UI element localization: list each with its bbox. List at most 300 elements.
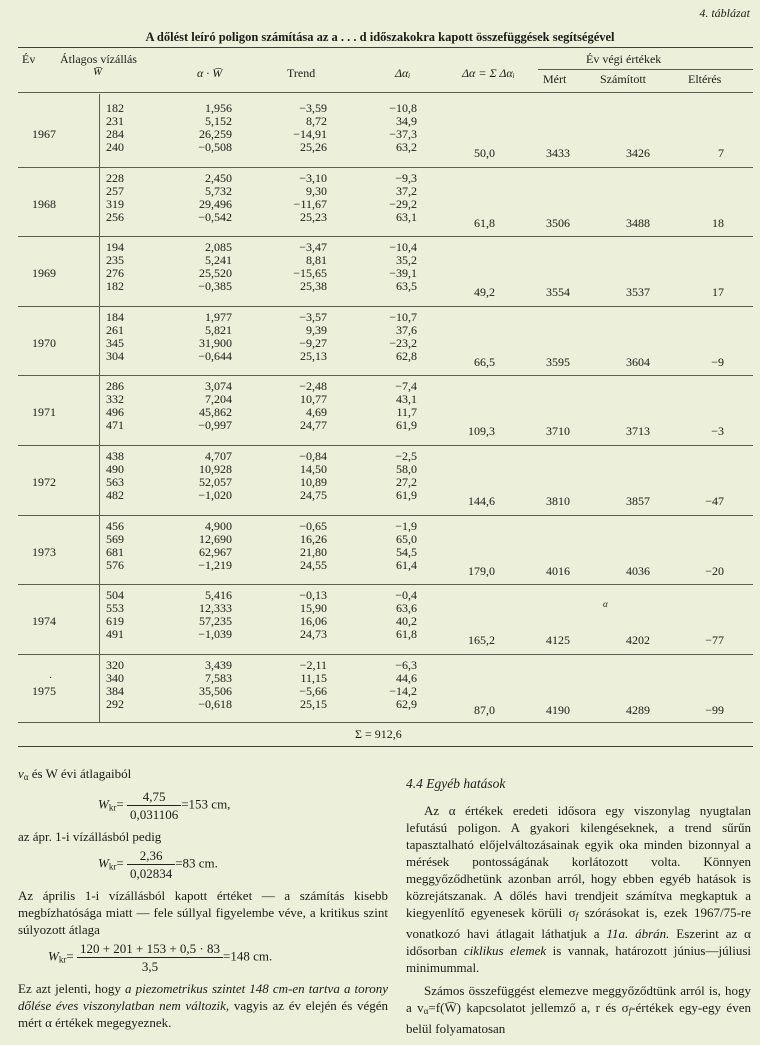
cell-dai: 43,1: [396, 392, 417, 407]
right-p1-d: is vannak, határozott június—júliusi minimummal.: [406, 943, 751, 975]
cell-dai: −23,2: [389, 335, 417, 350]
cell-dai: 61,9: [396, 418, 417, 433]
cell-w: 194: [106, 240, 124, 255]
right-p2-sub: α: [423, 1006, 429, 1016]
cell-trend: −0,13: [299, 588, 327, 603]
formula2-numerator: 2,36: [127, 847, 175, 865]
cell-aw: 26,259: [199, 127, 232, 141]
cell-aw: 2,450: [205, 170, 232, 185]
header-alpha-w: α · W̅: [197, 66, 223, 80]
cell-dai: 61,4: [396, 557, 417, 572]
formula-wkr-annual: [18, 788, 388, 824]
section-title-egyeb-hatasok: 4.4 Egyéb hatások: [406, 776, 506, 791]
cell-trend: −3,59: [299, 101, 327, 115]
year-label: 1973: [32, 544, 56, 559]
difference-value: 18: [712, 215, 724, 230]
measured-value: 3433: [546, 146, 570, 160]
measured-value: 3506: [546, 215, 570, 230]
delta-alpha-sum: Σ = 912,6: [355, 727, 402, 741]
formula3-lhs: W: [48, 948, 59, 964]
cell-dai: −10,7: [389, 309, 417, 324]
cell-w: 231: [106, 114, 124, 128]
cell-w: 184: [106, 309, 124, 324]
column-w: [54, 589, 124, 641]
column-dai: [347, 172, 417, 224]
cell-w: 182: [106, 279, 124, 294]
calculated-value: 3604: [626, 354, 650, 369]
right-p2-sub2: f: [628, 1006, 632, 1016]
header-delta-alpha-sum: Δα = Σ Δαᵢ: [462, 66, 515, 80]
cell-trend: 24,75: [300, 488, 327, 502]
right-p1-b: szórásokat is, ezek 1967/75-re vonatkozó havi átlagait láthatjuk a: [406, 905, 752, 941]
cell-aw: 7,583: [205, 670, 232, 685]
delta-alpha-value: 50,0: [474, 146, 495, 160]
column-trend: [257, 241, 327, 293]
year-group: [0, 380, 760, 450]
cell-trend: −11,67: [293, 196, 327, 211]
formula-wkr-weighted: [18, 940, 388, 976]
cell-trend: −14,91: [293, 127, 327, 141]
formula3-numerator: 120 + 201 + 153 + 0,5 · 83: [77, 940, 223, 958]
cell-dai: −39,1: [389, 266, 417, 281]
difference-value: −9: [711, 354, 724, 369]
cell-aw: 1,977: [205, 309, 232, 324]
formula1-denominator: 0,031106: [129, 807, 179, 822]
formula1-eq: =: [116, 796, 124, 812]
column-aw: [162, 311, 232, 363]
cell-aw: −0,618: [198, 696, 232, 711]
cell-w: 340: [106, 670, 124, 685]
difference-value: 17: [712, 285, 724, 300]
left-april-line: az ápr. 1-i vízállásból pedig: [18, 829, 162, 844]
v-subscript: α: [23, 772, 29, 782]
right-p1-figure-ref: 11a. ábrán.: [606, 926, 670, 941]
right-p1-a: Az α értékek eredeti idősora egy viszonylag nyugtalan lefutású poligon. A gyakori kilengéseknek, a trend sűrűn tapasztalható előjelváltozásainak egyik oka minden bizonnyal a mérések pontosságának korlátozott volta. Könnyen meggyőződhetünk azonban arról, hogy ebben egyéb hatások is közrejátszanak. A dőlés havi trendjeit számítva megkaptuk a kiegyenlítő egyenesek körüli σ: [406, 803, 751, 920]
cell-aw: 12,333: [199, 601, 232, 616]
left-conclusion-paragraph: [18, 980, 388, 1031]
cell-aw: 5,152: [205, 114, 232, 128]
difference-value: −77: [705, 633, 724, 648]
year-separator-rule: [18, 306, 753, 307]
calculated-value: 3488: [626, 215, 650, 230]
formula2-eq: =: [116, 855, 124, 871]
left-weighted-paragraph: Az április 1-i vízállásból kapott értéket — a számítás kisebb megbízhatósága miatt — fele súllyal figyelembe véve, a kritikus szint súlyozott átlaga: [18, 888, 388, 937]
header-atlagos-vizallas: Átlagos vízállás: [60, 52, 137, 66]
year-group: [0, 520, 760, 590]
cell-trend: 16,26: [300, 531, 327, 546]
cell-w: 569: [106, 531, 124, 546]
stray-alpha-mark: α: [603, 599, 608, 609]
column-aw: [162, 450, 232, 502]
delta-alpha-value: 109,3: [468, 424, 495, 439]
delta-alpha-value: 61,8: [474, 215, 495, 230]
calculated-value: 4036: [626, 563, 650, 578]
year-label: 1969: [32, 266, 56, 281]
column-aw: [162, 241, 232, 293]
cell-dai: 34,9: [396, 114, 417, 128]
cell-dai: 40,2: [396, 614, 417, 629]
column-trend: [257, 102, 327, 154]
cell-w: 256: [106, 209, 124, 224]
cell-trend: −3,10: [299, 170, 327, 185]
cell-aw: 2,085: [205, 240, 232, 255]
measured-value: 3810: [546, 494, 570, 508]
year-group: [0, 241, 760, 311]
cell-w: 438: [106, 449, 124, 463]
measured-value: 3554: [546, 285, 570, 300]
cell-w: 482: [106, 488, 124, 502]
cell-aw: 4,900: [205, 518, 232, 533]
cell-dai: 37,6: [396, 322, 417, 337]
cell-dai: 35,2: [396, 253, 417, 268]
cell-w: 228: [106, 170, 124, 185]
column-w: [54, 311, 124, 363]
cell-aw: 1,956: [205, 101, 232, 115]
cell-trend: 25,23: [300, 209, 327, 224]
year-group: [0, 450, 760, 520]
cell-trend: 16,06: [300, 614, 327, 629]
cell-w: 553: [106, 601, 124, 616]
cell-dai: 27,2: [396, 475, 417, 489]
right-p2-b: =f(W̅) kapcsolatot jellemző a, r és σ: [428, 1000, 629, 1015]
cell-w: 320: [106, 657, 124, 672]
header-mert: Mért: [543, 72, 567, 86]
measured-value: 4125: [546, 633, 570, 648]
cell-w: 261: [106, 322, 124, 337]
column-dai: [347, 241, 417, 293]
cell-trend: 25,15: [300, 696, 327, 711]
cell-trend: −3,47: [299, 240, 327, 255]
conclusion-part-b: vagyis az év elején és végén mért α értékek megegyeznek.: [18, 998, 388, 1030]
right-p1-cyclic: ciklikus elemek: [463, 943, 547, 958]
year-separator-rule: [18, 515, 753, 516]
column-trend: [257, 450, 327, 502]
cell-aw: 52,057: [199, 475, 232, 489]
formula3-denominator: 3,5: [141, 959, 159, 974]
year-separator-rule: [18, 167, 753, 168]
column-aw: [162, 380, 232, 432]
column-dai: [347, 520, 417, 572]
cell-dai: −2,5: [395, 449, 417, 463]
year-separator-rule: [18, 584, 753, 585]
column-trend: [257, 659, 327, 711]
column-trend: [257, 520, 327, 572]
cell-w: 276: [106, 266, 124, 281]
difference-value: −47: [705, 494, 724, 508]
cell-dai: 58,0: [396, 462, 417, 476]
cell-dai: 11,7: [396, 405, 417, 420]
calculated-value: 3426: [626, 146, 650, 160]
cell-trend: 9,30: [306, 183, 327, 198]
cell-aw: 31,900: [199, 335, 232, 350]
formula2-denominator: 0,02834: [129, 866, 173, 881]
formula1-lhs: W: [98, 796, 109, 812]
formula1-fraction: [127, 788, 181, 823]
cell-aw: 29,496: [199, 196, 232, 211]
cell-trend: 4,69: [306, 405, 327, 420]
table-top-rule: [18, 47, 753, 48]
cell-w: 345: [106, 335, 124, 350]
cell-w: 456: [106, 518, 124, 533]
cell-aw: 62,967: [199, 544, 232, 559]
table-title: A dőlést leíró poligon számítása az a . . . d időszakokra kapott összefüggések segítségével: [145, 30, 615, 44]
header-elteres: Eltérés: [688, 72, 722, 86]
delta-alpha-value: 179,0: [468, 563, 495, 578]
cell-aw: 7,204: [205, 392, 232, 407]
cell-aw: 5,732: [205, 183, 232, 198]
header-szamitott: Számított: [600, 72, 646, 86]
header-ev: Év: [22, 52, 36, 66]
cell-trend: 24,77: [300, 418, 327, 433]
measured-value: 3595: [546, 354, 570, 369]
cell-w: 563: [106, 475, 124, 489]
cell-trend: 10,89: [300, 475, 327, 489]
year-label: 1972: [32, 475, 56, 489]
column-dai: [347, 450, 417, 502]
cell-trend: −3,57: [299, 309, 327, 324]
cell-aw: 3,439: [205, 657, 232, 672]
cell-dai: 63,1: [396, 209, 417, 224]
cell-w: 257: [106, 183, 124, 198]
cell-dai: 65,0: [396, 531, 417, 546]
header-atlagos-symbol: W̅: [93, 66, 103, 78]
formula3-result: =148 cm.: [223, 948, 273, 964]
column-w: [54, 520, 124, 572]
column-aw: [162, 172, 232, 224]
cell-aw: −0,508: [198, 140, 232, 154]
column-dai: [347, 659, 417, 711]
year-separator-rule: [18, 445, 753, 446]
cell-aw: 10,928: [199, 462, 232, 476]
cell-aw: −1,039: [198, 627, 232, 642]
header-delta-alpha-i: Δαᵢ: [395, 66, 411, 80]
cell-w: 491: [106, 627, 124, 642]
cell-w: 292: [106, 696, 124, 711]
cell-w: 619: [106, 614, 124, 629]
cell-aw: −1,020: [198, 488, 232, 502]
cell-dai: −9,3: [395, 170, 417, 185]
cell-w: 304: [106, 348, 124, 363]
right-text-column: [406, 775, 751, 1037]
formula2-lhs-sub: kr: [108, 861, 117, 872]
cell-w: 284: [106, 127, 124, 141]
cell-aw: 5,241: [205, 253, 232, 268]
formula-wkr-april: [18, 847, 388, 883]
measured-value: 3710: [546, 424, 570, 439]
cell-aw: 45,862: [199, 405, 232, 420]
column-w: [54, 102, 124, 154]
formula2-lhs: W: [98, 855, 109, 871]
calculated-value: 3713: [626, 424, 650, 439]
year-group: [0, 589, 760, 659]
cell-w: 286: [106, 379, 124, 394]
cell-dai: 61,8: [396, 627, 417, 642]
cell-trend: 25,13: [300, 348, 327, 363]
header-bottom-rule: [18, 92, 753, 93]
measured-value: 4016: [546, 563, 570, 578]
difference-value: −3: [711, 424, 724, 439]
column-aw: [162, 520, 232, 572]
cell-trend: 25,38: [300, 279, 327, 294]
conclusion-emphasis: a piezometrikus szintet 148 cm-en tartva a torony dőlése éves viszonylatban nem változik,: [18, 981, 389, 1013]
column-trend: [257, 589, 327, 641]
cell-dai: 62,9: [396, 696, 417, 711]
column-w: [54, 172, 124, 224]
cell-aw: 4,707: [205, 449, 232, 463]
cell-dai: −37,3: [389, 127, 417, 141]
cell-aw: 25,520: [199, 266, 232, 281]
year-label: 1970: [32, 335, 56, 350]
cell-trend: −15,65: [293, 266, 327, 281]
column-trend: [257, 172, 327, 224]
right-paragraph-1: [406, 802, 751, 976]
table-number-label: 4. táblázat: [699, 6, 750, 20]
cell-dai: 54,5: [396, 544, 417, 559]
v-symbol: v: [18, 766, 24, 781]
year-group: [0, 659, 760, 729]
cell-aw: −0,644: [198, 348, 232, 363]
formula1-result: =153 cm,: [181, 796, 231, 812]
year-label: 1974: [32, 614, 56, 629]
cell-w: 471: [106, 418, 124, 433]
left-intro-rest: és W évi átlagaiból: [28, 766, 132, 781]
cell-dai: 61,9: [396, 488, 417, 502]
year-label: 1971: [32, 405, 56, 420]
cell-dai: 44,6: [396, 670, 417, 685]
column-aw: [162, 102, 232, 154]
cell-trend: 8,81: [306, 253, 327, 268]
formula2-result: =83 cm.: [175, 855, 218, 871]
year-label: 1975: [32, 683, 56, 698]
right-p1-c: Eszerint az α idősorban: [406, 926, 751, 958]
cell-trend: 10,77: [300, 392, 327, 407]
ev-vegi-sub-rule: [538, 69, 753, 70]
cell-dai: 37,2: [396, 183, 417, 198]
year-separator-rule: [18, 236, 753, 237]
cell-trend: 25,26: [300, 140, 327, 154]
cell-trend: 11,15: [300, 670, 327, 685]
column-trend: [257, 311, 327, 363]
cell-aw: −0,385: [198, 279, 232, 294]
formula3-eq: =: [66, 948, 74, 964]
formula3-fraction: [77, 940, 223, 975]
conclusion-part-a: Ez azt jelenti, hogy: [18, 981, 126, 996]
cell-aw: 35,506: [199, 683, 232, 698]
delta-alpha-value: 66,5: [474, 354, 495, 369]
cell-w: 490: [106, 462, 124, 476]
cell-dai: −6,3: [395, 657, 417, 672]
cell-w: 319: [106, 196, 124, 211]
cell-w: 384: [106, 683, 124, 698]
column-w: [54, 241, 124, 293]
column-dai: [347, 589, 417, 641]
column-dai: [347, 102, 417, 154]
calculated-value: 4289: [626, 702, 650, 717]
cell-w: 504: [106, 588, 124, 603]
cell-trend: −2,48: [299, 379, 327, 394]
column-w: [54, 380, 124, 432]
calculated-value: 3857: [626, 494, 650, 508]
table-end-rule: [18, 746, 753, 747]
right-paragraph-2: [406, 982, 751, 1037]
cell-dai: 62,8: [396, 348, 417, 363]
cell-w: 332: [106, 392, 124, 407]
cell-dai: −10,8: [389, 101, 417, 115]
delta-alpha-value: 49,2: [474, 285, 495, 300]
cell-trend: 24,73: [300, 627, 327, 642]
cell-trend: 14,50: [300, 462, 327, 476]
cell-aw: 5,821: [205, 322, 232, 337]
column-w: [54, 450, 124, 502]
cell-dai: 63,6: [396, 601, 417, 616]
cell-w: 235: [106, 253, 124, 268]
delta-alpha-value: 87,0: [474, 702, 495, 717]
difference-value: 7: [718, 146, 724, 160]
cell-trend: 15,90: [300, 601, 327, 616]
formula1-numerator: 4,75: [127, 788, 181, 806]
column-trend: [257, 380, 327, 432]
formula2-fraction: [127, 847, 175, 882]
cell-trend: 24,55: [300, 557, 327, 572]
cell-dai: 63,5: [396, 279, 417, 294]
year-group: [0, 311, 760, 381]
calculated-value: 3537: [626, 285, 650, 300]
right-p1-sub: f: [575, 911, 579, 921]
year-separator-rule: [18, 375, 753, 376]
cell-w: 576: [106, 557, 124, 572]
header-trend: Trend: [287, 66, 316, 80]
cell-dai: −10,4: [389, 240, 417, 255]
right-p2-c: -értékek egy-egy éven belül folyamatosan: [406, 1000, 751, 1036]
year-group: [0, 172, 760, 242]
left-text-column: [18, 765, 388, 1031]
cell-trend: 21,80: [300, 544, 327, 559]
cell-dai: −29,2: [389, 196, 417, 211]
cell-trend: 9,39: [306, 322, 327, 337]
cell-dai: −0,4: [395, 588, 417, 603]
cell-trend: −5,66: [299, 683, 327, 698]
column-dai: [347, 311, 417, 363]
cell-dai: −1,9: [395, 518, 417, 533]
cell-trend: 8,72: [306, 114, 327, 128]
delta-alpha-value: 144,6: [468, 494, 495, 508]
cell-trend: −0,84: [299, 449, 327, 463]
measured-value: 4190: [546, 702, 570, 717]
formula3-lhs-sub: kr: [58, 954, 67, 965]
cell-aw: 5,416: [205, 588, 232, 603]
difference-value: −20: [705, 563, 724, 578]
year-label: 1967: [32, 127, 56, 141]
cell-aw: −0,997: [198, 418, 232, 433]
cell-aw: −1,219: [198, 557, 232, 572]
year-group: [0, 102, 760, 172]
cell-w: 496: [106, 405, 124, 420]
cell-trend: −0,65: [299, 518, 327, 533]
formula1-lhs-sub: kr: [108, 802, 117, 813]
column-dai: [347, 380, 417, 432]
cell-aw: 3,074: [205, 379, 232, 394]
column-aw: [162, 589, 232, 641]
cell-aw: −0,542: [198, 209, 232, 224]
cell-w: 240: [106, 140, 124, 154]
cell-dai: −7,4: [395, 379, 417, 394]
stray-dot-mark: ·: [49, 673, 53, 684]
difference-value: −99: [705, 702, 724, 717]
left-intro-line: [18, 765, 388, 786]
delta-alpha-value: 165,2: [468, 633, 495, 648]
header-ev-vegi-ertekek: Év végi értékek: [586, 52, 662, 66]
cell-dai: −14,2: [389, 683, 417, 698]
